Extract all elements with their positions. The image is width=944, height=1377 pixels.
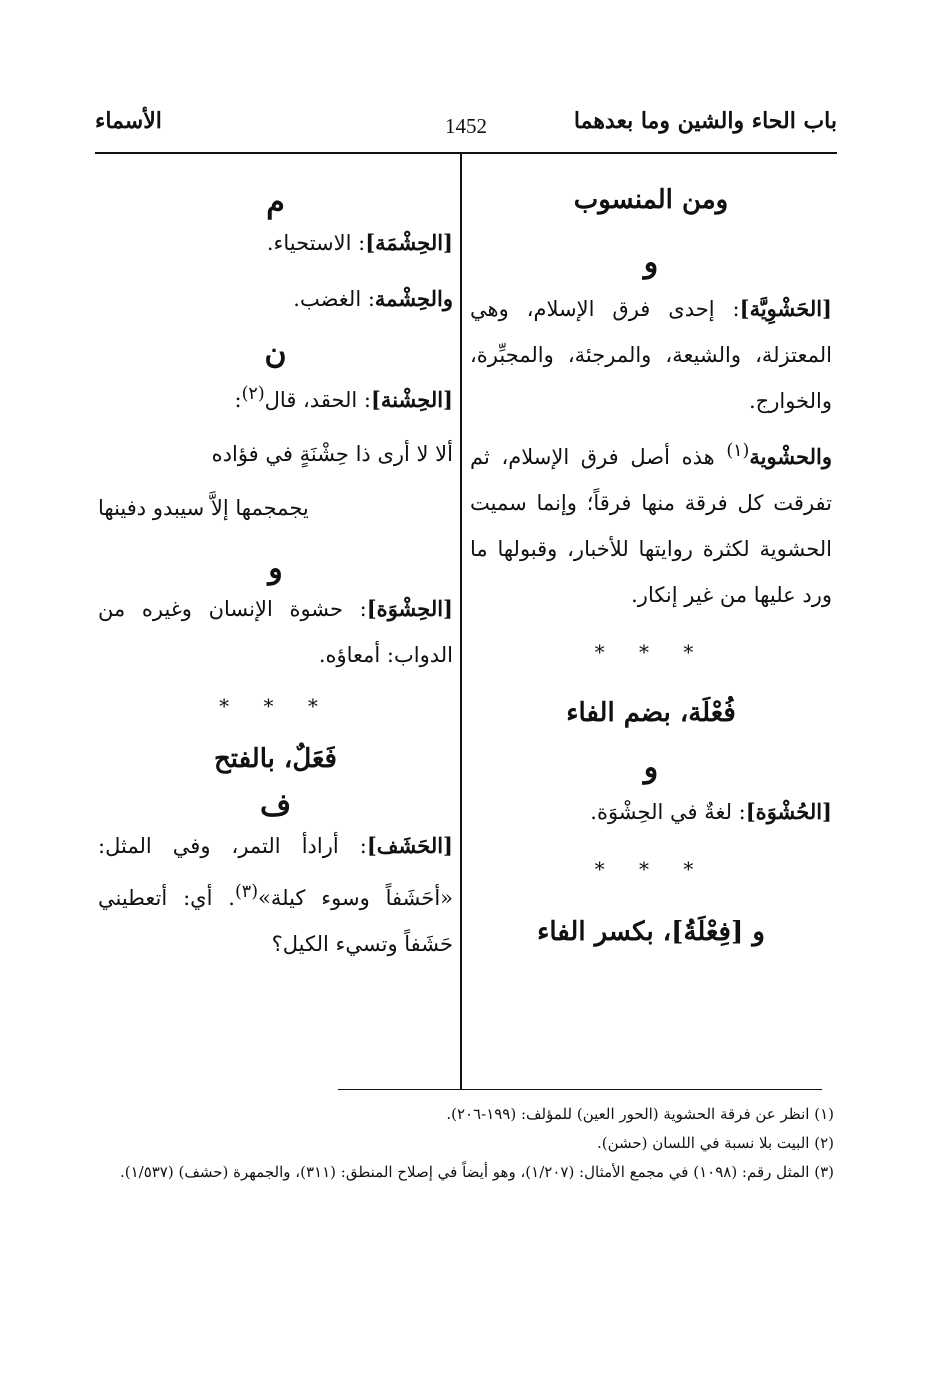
root-letter: و [643, 750, 659, 785]
entry-term: [الحَشَف] [366, 833, 453, 858]
root-letter: م [266, 185, 285, 220]
section-title: الأسماء [95, 108, 162, 134]
entry-hashwiyya-2 [470, 428, 832, 618]
entry-term: والحشْوية [749, 444, 832, 469]
right-column [470, 185, 832, 947]
entry-definition: : الحقد، قال [264, 388, 371, 412]
section-heading: فَعَلٌ، بالفتح [214, 744, 337, 774]
verse-hemistich-1: ألا لا أرى ذا حِشْنَةٍ في فؤاده [211, 442, 453, 466]
footnotes [98, 1100, 834, 1187]
footnote-2: (٢) البيت بلا نسبة في اللسان (حشن). [596, 1134, 834, 1152]
footnote-3: (٣) المثل رقم: (١٠٩٨) في مجمع الأمثال: (١/٢٠٧)، وهو أيضاً في إصلاح المنطق: (٣١١)، والجمهرة (حشف) (١/٥٣٧). [119, 1163, 834, 1181]
entry-term: [الحُشْوَة] [745, 799, 832, 824]
footnote-rule [338, 1089, 822, 1090]
root-letter: و [268, 551, 283, 586]
footnote-ref: (٣) [234, 882, 259, 902]
left-column [98, 185, 453, 967]
header-rule [95, 152, 837, 154]
chapter-title: باب الحاء والشين وما بعدهما [573, 108, 837, 134]
entry-hishna [98, 371, 453, 423]
entry-term: [الحِشْوَة] [366, 596, 453, 621]
column-divider [460, 154, 462, 1089]
entry-term: [الحِشْنة] [371, 387, 453, 412]
entry-hishwa [98, 586, 453, 678]
entry-colon: : [234, 388, 242, 412]
root-letter: و [643, 245, 659, 280]
entry-term: [الحَشْوِيَّة] [739, 296, 832, 321]
entry-definition: : حشوة الإنسان وغيره من الدواب: أمعاؤه. [98, 597, 453, 667]
entry-definition: : أرادأ التمر، وفي المثل: «أحَشَفاً وسوء كيلة» [98, 834, 453, 910]
root-letter: ف [259, 788, 292, 823]
entry-hishma [98, 220, 453, 266]
section-heading: و [فِعْلَةُ]، بكسر الفاء [537, 917, 765, 947]
section-heading: ومن المنسوب [573, 185, 729, 215]
entry-definition: : إحدى فرق الإسلام، وهي المعتزلة، والشيعة، والمرجئة، والمجبِّرة، والخوارج. [470, 297, 832, 413]
entry-hashwiyya [470, 286, 832, 424]
entry-hushwa [470, 789, 832, 835]
entry-hishma-2 [98, 276, 453, 322]
section-separator: * * * [594, 640, 708, 664]
footnote-ref: (١) [726, 441, 750, 461]
footnote-1: (١) انظر عن فرقة الحشوية (الحور العين) للمؤلف: (١٩٩-٢٠٦). [446, 1105, 834, 1123]
section-separator: * * * [219, 694, 332, 718]
entry-term: [الحِشْمَة] [365, 230, 453, 255]
page-header [95, 108, 837, 148]
entry-hashaf [98, 823, 453, 967]
entry-definition: : لغةٌ في الحِشْوَة. [590, 800, 746, 824]
section-heading: فُعْلَة، بضم الفاء [566, 698, 736, 728]
verse-hemistich-2: يجمجمها إلاَّ سيبدو دفينها [98, 496, 309, 520]
entry-term: والحِشْمة [374, 286, 453, 311]
section-separator: * * * [594, 857, 708, 881]
page-number: 1452 [445, 114, 487, 138]
entry-definition: هذه أصل فرق الإسلام، ثم تفرقت كل فرقة منها فرقاً؛ وإنما سميت الحشوية لكثرة روايتها للأخبار، وقبولها ما ورد عليها من غير إنكار. [470, 445, 832, 607]
footnote-ref: (٢) [241, 384, 265, 404]
entry-definition: : الاستحياء. [266, 231, 366, 255]
entry-definition: : الغضب. [293, 287, 375, 311]
entry-definition-cont: . أي: أتعطيني حَشَفاً وتسيء الكيل؟ [98, 886, 453, 956]
root-letter: ن [264, 336, 287, 371]
